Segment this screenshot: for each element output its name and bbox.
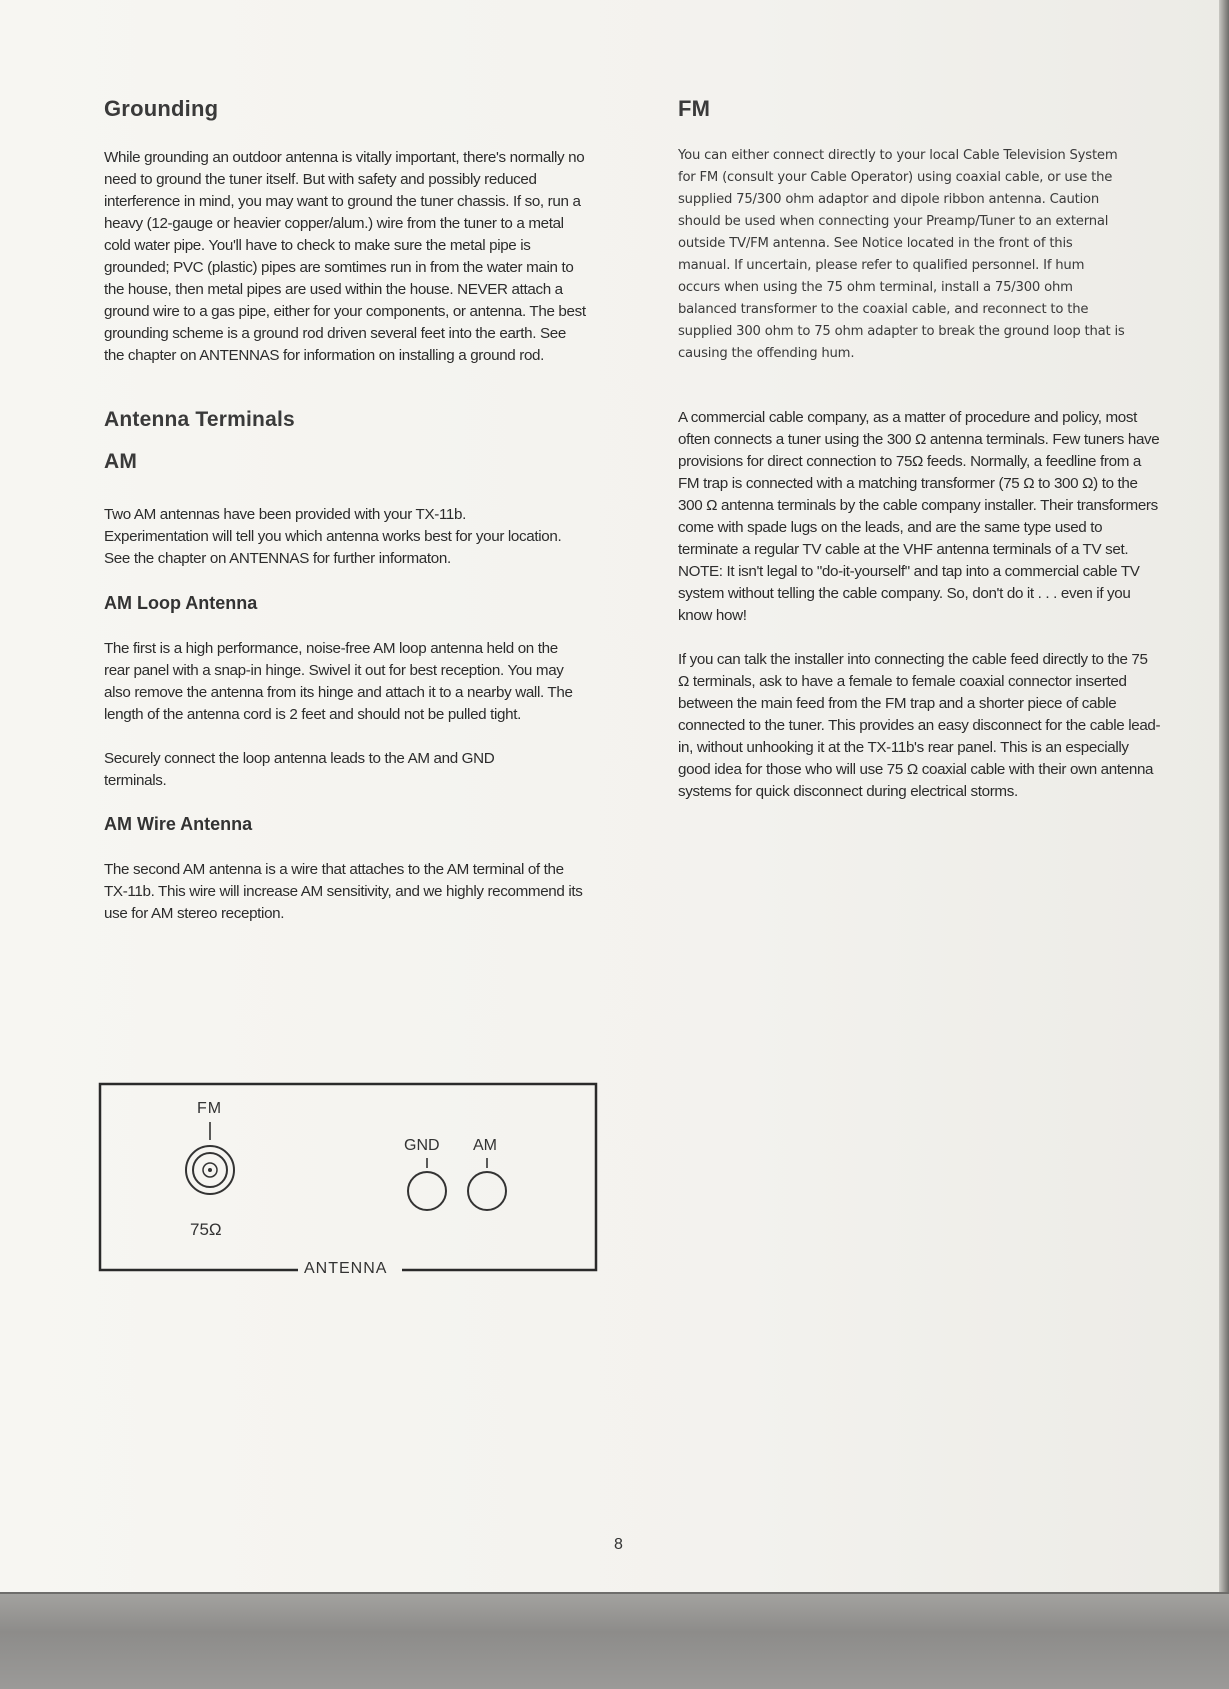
am-wire-paragraph: The second AM antenna is a wire that attaches to the AM terminal of the TX-11b. This wire will increase AM sensitivity, and we highly recommend its use for AM stereo reception. xyxy=(104,861,583,922)
panel-outline xyxy=(100,1084,596,1270)
right-column xyxy=(678,96,1163,803)
fm-paragraph-1: You can either connect directly to your local Cable Television System for FM (consult your Cable Operator) using coaxial cable, or use the supplied 75/300 ohm adaptor and dipole ribbon antenna. Caution should be used when connecting your Preamp/Tuner to an external outside TV/FM antenna. See Notice located in the front of this manual. If uncertain, please refer to qualified personnel. If hum occurs when using the 75 ohm terminal, install a 75/300 ohm balanced transformer to the coaxial cable, and reconnect to the supplied 300 ohm to 75 ohm adapter to break the ground loop that is causing the offending hum. xyxy=(678,148,1125,361)
am-loop-paragraph-2: Securely connect the loop antenna leads to the AM and GND terminals. xyxy=(104,750,495,789)
antenna-panel-label: ANTENNA xyxy=(304,1260,388,1277)
grounding-heading: Grounding xyxy=(104,96,219,121)
am-terminal xyxy=(468,1172,506,1210)
scan-bottom-shadow xyxy=(0,1594,1229,1689)
am-paragraph: Two AM antennas have been provided with your TX-11b. Experimentation will tell you which antenna works best for your location. See the chapter on ANTENNAS for further informaton. xyxy=(104,506,562,567)
am-loop-paragraph-1: The first is a high performance, noise-free AM loop antenna held on the rear panel with a snap-in hinge. Swivel it out for best reception. You may also remove the antenna from its hinge and attach it to a nearby wall. The length of the antenna cord is 2 feet and should not be pulled tight. xyxy=(104,640,573,723)
fm-heading: FM xyxy=(678,96,711,121)
page-edge-shadow xyxy=(1219,0,1229,1600)
fm-connector-pin xyxy=(208,1168,212,1172)
am-wire-antenna-heading: AM Wire Antenna xyxy=(104,814,253,834)
fm-paragraph-2: A commercial cable company, as a matter of procedure and policy, most often connects a tuner using the 300 Ω antenna terminals. Few tuners have provisions for direct connection to 75Ω feeds. Normally, a feedline from a FM trap is connected with a matching transformer (75 Ω to 300 Ω) to the 300 Ω antenna terminals by the cable company installer. Their transformers come with spade lugs on the leads, and are the same type used to terminate a regular TV cable at the VHF antenna terminals of a TV set. NOTE: It isn't legal to "do-it-yourself" and tap into a commercial cable TV system without telling the cable company. So, don't do it . . . even if you know how! xyxy=(678,409,1160,624)
antenna-terminal-diagram xyxy=(98,1082,598,1277)
gnd-label: GND xyxy=(404,1137,440,1154)
am-label: AM xyxy=(473,1137,497,1154)
antenna-panel-svg xyxy=(98,1082,598,1272)
left-column xyxy=(104,96,594,925)
impedance-label: 75Ω xyxy=(190,1220,222,1239)
am-loop-antenna-heading: AM Loop Antenna xyxy=(104,593,258,613)
page-number: 8 xyxy=(614,1536,623,1553)
gnd-terminal xyxy=(408,1172,446,1210)
fm-label: FM xyxy=(197,1100,223,1117)
am-heading: AM xyxy=(104,450,138,473)
grounding-paragraph: While grounding an outdoor antenna is vitally important, there's normally no need to ground the tuner itself. But with safety and possibly reduced interference in mind, you may want to ground the tuner chassis. If so, run a heavy (12-gauge or heavier copper/alum.) wire from the tuner to a metal cold water pipe. You'll have to check to make sure the metal pipe is grounded; PVC (plastic) pipes are somtimes run in from the water main to the house, then metal pipes are used within the house. NEVER attach a ground wire to a gas pipe, either for your components, or antenna. The best grounding scheme is a ground rod driven several feet into the earth. See the chapter on ANTENNAS for information on installing a ground rod. xyxy=(104,149,586,364)
antenna-terminals-heading: Antenna Terminals xyxy=(104,408,295,431)
fm-paragraph-3: If you can talk the installer into connecting the cable feed directly to the 75 Ω terminals, ask to have a female to female coaxial connector inserted between the main feed from the FM trap and a shorter piece of cable connected to the tuner. This provides an easy disconnect for the cable lead-in, without unhooking it at the TX-11b's rear panel. This is an especially good idea for those who will use 75 Ω coaxial cable with their own antenna systems for quick disconnect during electrical storms. xyxy=(678,651,1161,800)
